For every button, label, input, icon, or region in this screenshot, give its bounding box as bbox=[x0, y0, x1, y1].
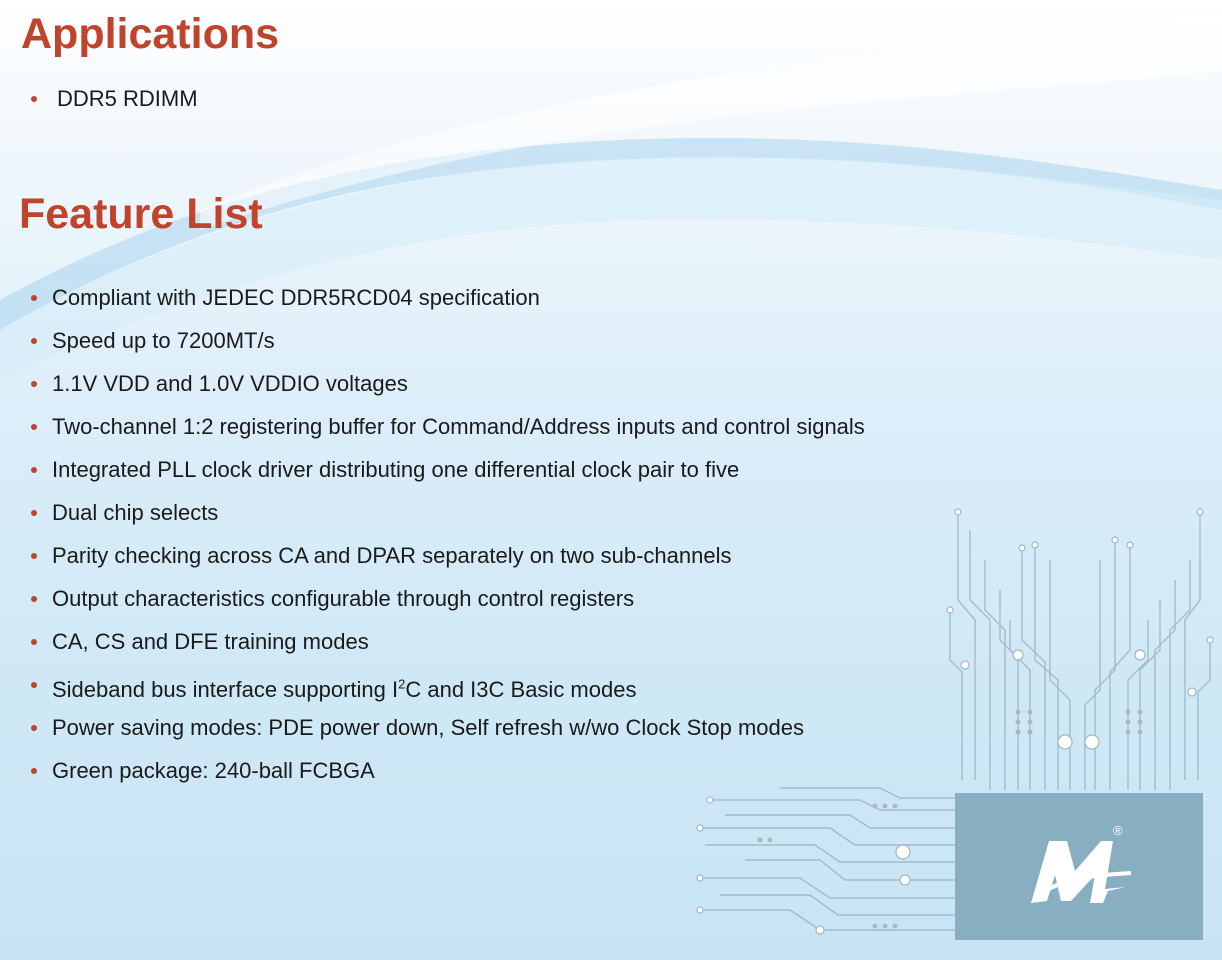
bullet-icon bbox=[31, 596, 37, 602]
bullet-icon bbox=[31, 725, 37, 731]
list-item bbox=[28, 328, 865, 371]
bullet-icon bbox=[31, 682, 37, 688]
bullet-icon bbox=[31, 424, 37, 430]
company-logo bbox=[955, 793, 1203, 940]
feature-list-heading: Feature List bbox=[19, 190, 263, 238]
list-item-text: Integrated PLL clock driver distributing one differential clock pair to five bbox=[52, 457, 740, 482]
registered-mark: ® bbox=[1113, 823, 1123, 838]
superscript: 2 bbox=[398, 677, 406, 692]
bullet-icon bbox=[31, 295, 37, 301]
list-item-text: Output characteristics configurable through control registers bbox=[52, 586, 635, 611]
list-item-text-end: C and I3C Basic modes bbox=[405, 677, 637, 703]
list-item bbox=[28, 86, 198, 129]
applications-list bbox=[28, 86, 198, 129]
list-item bbox=[28, 414, 865, 457]
list-item bbox=[28, 672, 865, 715]
bullet-icon bbox=[31, 510, 37, 516]
list-item bbox=[28, 285, 865, 328]
list-item bbox=[28, 457, 865, 500]
list-item-text: CA, CS and DFE training modes bbox=[52, 629, 369, 654]
list-item bbox=[28, 586, 865, 629]
list-item bbox=[28, 543, 865, 586]
list-item bbox=[28, 371, 865, 414]
bullet-icon bbox=[31, 553, 37, 559]
logo-mark bbox=[955, 793, 1203, 940]
list-item-text: Compliant with JEDEC DDR5RCD04 specification bbox=[52, 285, 540, 310]
applications-heading: Applications bbox=[21, 10, 280, 58]
list-item-text: Green package: 240-ball FCBGA bbox=[52, 758, 375, 783]
list-item bbox=[28, 715, 865, 758]
list-item bbox=[28, 629, 865, 672]
feature-list bbox=[28, 285, 865, 801]
list-item-text-start: Sideband bus interface supporting I bbox=[52, 677, 399, 703]
bullet-icon bbox=[31, 467, 37, 473]
list-item-text: DDR5 RDIMM bbox=[57, 86, 198, 111]
bullet-icon bbox=[31, 639, 37, 645]
list-item bbox=[28, 500, 865, 543]
bullet-icon bbox=[31, 96, 37, 102]
list-item-text: Dual chip selects bbox=[52, 500, 219, 525]
bullet-icon bbox=[31, 338, 37, 344]
list-item-text: Parity checking across CA and DPAR separately on two sub-channels bbox=[52, 543, 732, 568]
bullet-icon bbox=[31, 381, 37, 387]
list-item-text bbox=[52, 677, 636, 702]
list-item-text: Power saving modes: PDE power down, Self refresh w/wo Clock Stop modes bbox=[52, 715, 804, 740]
list-item-text: Speed up to 7200MT/s bbox=[52, 328, 275, 353]
list-item-text: 1.1V VDD and 1.0V VDDIO voltages bbox=[52, 371, 408, 396]
bullet-icon bbox=[31, 768, 37, 774]
list-item-text: Two-channel 1:2 registering buffer for Command/Address inputs and control signals bbox=[52, 414, 865, 439]
list-item bbox=[28, 758, 865, 801]
